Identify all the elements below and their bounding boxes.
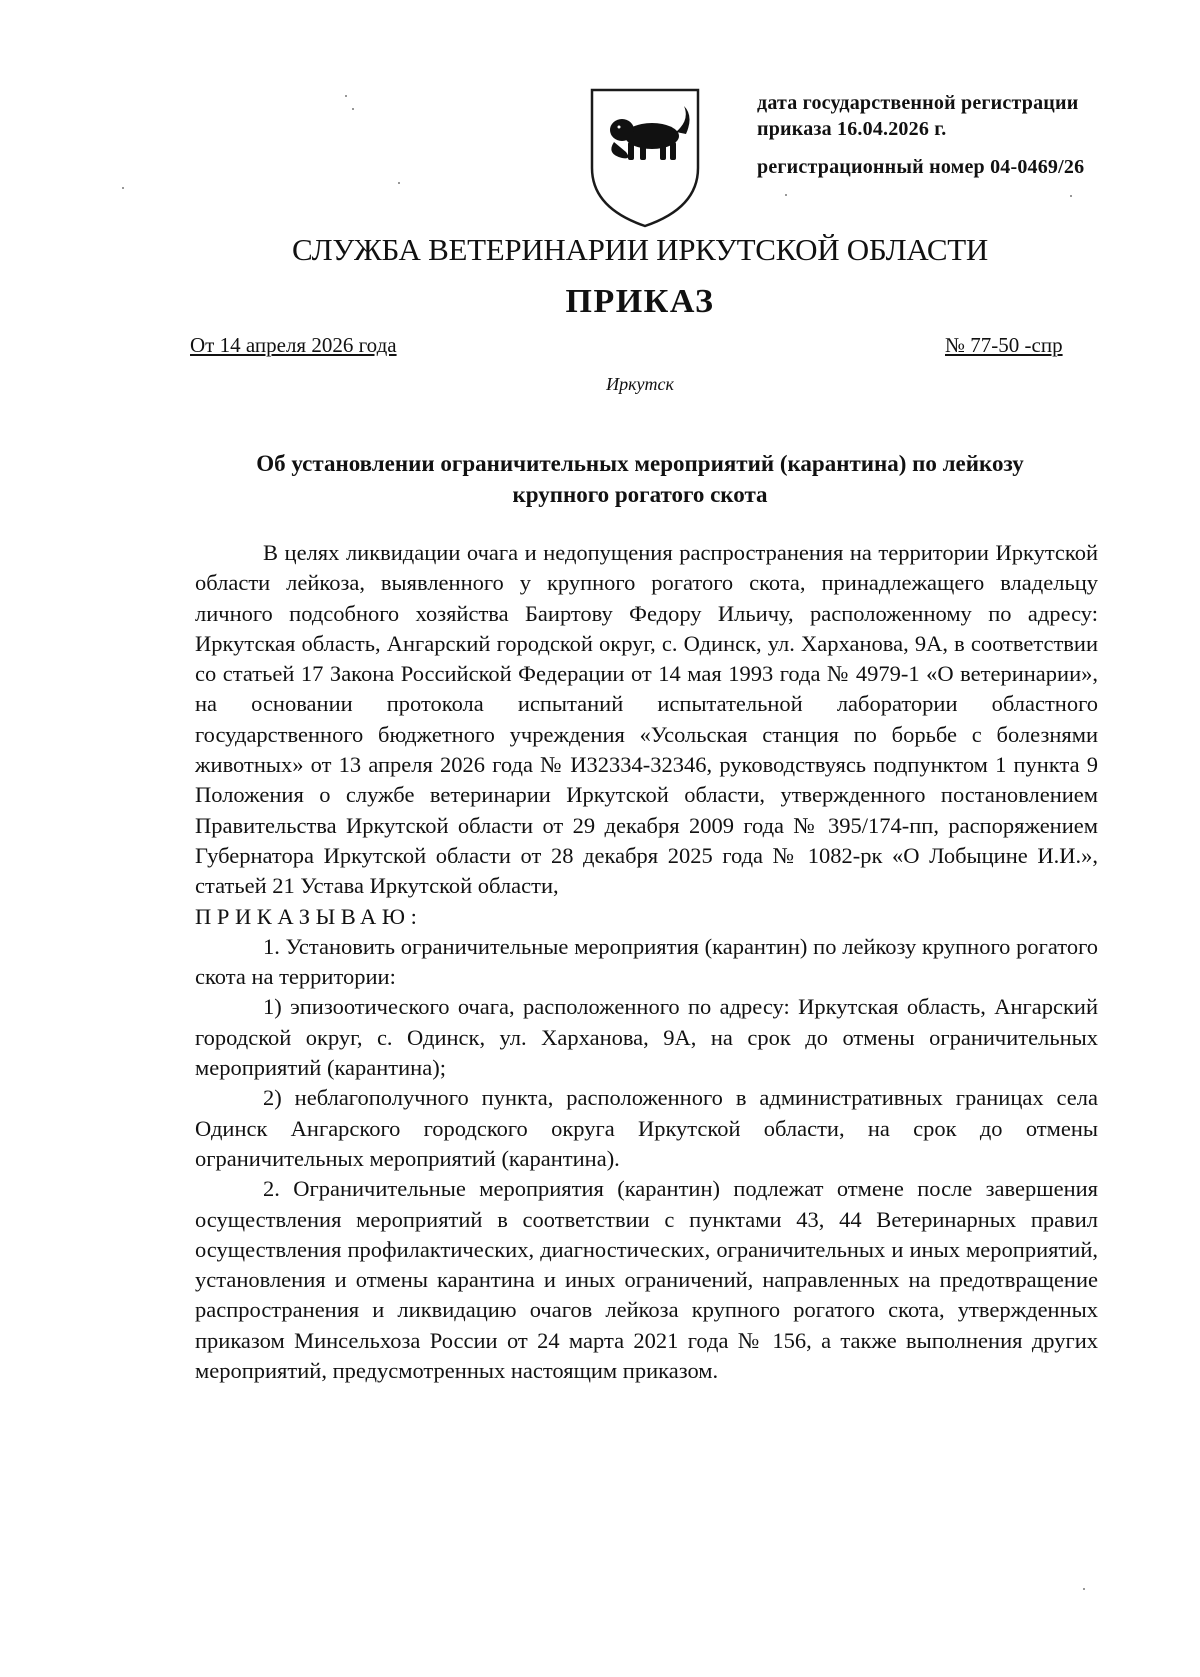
document-city: Иркутск [606,374,674,394]
document-body [195,538,1098,1386]
scan-speck [785,194,787,196]
scan-speck [122,187,124,189]
registration-number: регистрационный номер 04-0469/26 [757,156,1085,178]
item-1-2: 2) неблагополучного пункта, расположенного в административных границах села Одинск Ангарского городского округа Иркутской области, на срок до отмены ограничительных мероприятий (карантина). [195,1085,1098,1171]
scan-speck [352,108,354,110]
registration-line-2: приказа 16.04.2026 г. [757,118,947,140]
order-heading: ПРИКАЗЫВАЮ: [195,903,423,929]
item-2: 2. Ограничительные мероприятия (карантин) подлежат отмене после завершения осуществления мероприятий в соответствии с пунктами 43, 44 Ветеринарных правил осуществления профилактических, диагностических, ограничительных и иных мероприятий, установления и отмены карантина и иных ограничений, направленных на предотвращение распространения и ликвидацию очагов лейкоза крупного рогатого скота, утвержденных приказом Минсельхоза России от 24 марта 2021 года № 156, а также выполнения других мероприятий, предусмотренных настоящим приказом. [195,1176,1098,1384]
document-number: № 77-50 -спр [945,333,1063,357]
document-subject: Об установлении ограничительных мероприятий (карантина) по лейкозу крупного рогатого скота [256,451,1024,507]
scan-speck [1070,195,1072,197]
document-date: От 14 апреля 2026 года [190,333,397,357]
scan-speck [345,95,347,97]
preamble-paragraph: В целях ликвидации очага и недопущения распространения на территории Иркутской области лейкоза, выявленного у крупного рогатого скота, принадлежащего владельцу личного подсобного хозяйства Баиртову Федору Ильичу, расположенному по адресу: Иркутская область, Ангарский городской округ, с. Одинск, ул. Харханова, 9А, в соответствии со статьей 17 Закона Российской Федерации от 14 мая 1993 года № 4979-1 «О ветеринарии», на основании протокола испытаний испытательной лаборатории областного государственного бюджетного учреждения «Усольская станция по борьбе с болезнями животных» от 13 апреля 2026 года № И32334-32346, руководствуясь подпунктом 1 пункта 9 Положения о службе ветеринарии Иркутской области, утвержденного постановлением Правительства Иркутской области от 29 декабря 2009 года № 395/174-пп, распоряжением Губернатора Иркутской области от 28 декабря 2025 года № 1082-рк «О Лобыцине И.И.», статьей 21 Устава Иркутской области, [195,540,1098,899]
agency-name: СЛУЖБА ВЕТЕРИНАРИИ ИРКУТСКОЙ ОБЛАСТИ [292,232,988,267]
scan-speck [1083,1588,1085,1590]
document-title: ПРИКАЗ [565,283,715,320]
item-1-1: 1) эпизоотического очага, расположенного по адресу: Иркутская область, Ангарский городской округ, с. Одинск, ул. Харханова, 9А, на срок до отмены ограничительных мероприятий (карантина); [195,994,1098,1081]
registration-block [757,90,1137,180]
registration-line-1: дата государственной регистрации [757,92,1079,114]
scan-speck [398,182,400,184]
coat-of-arms-emblem [586,86,704,230]
item-1: 1. Установить ограничительные мероприятия (карантин) по лейкозу крупного рогатого скота на территории: [195,933,1098,990]
